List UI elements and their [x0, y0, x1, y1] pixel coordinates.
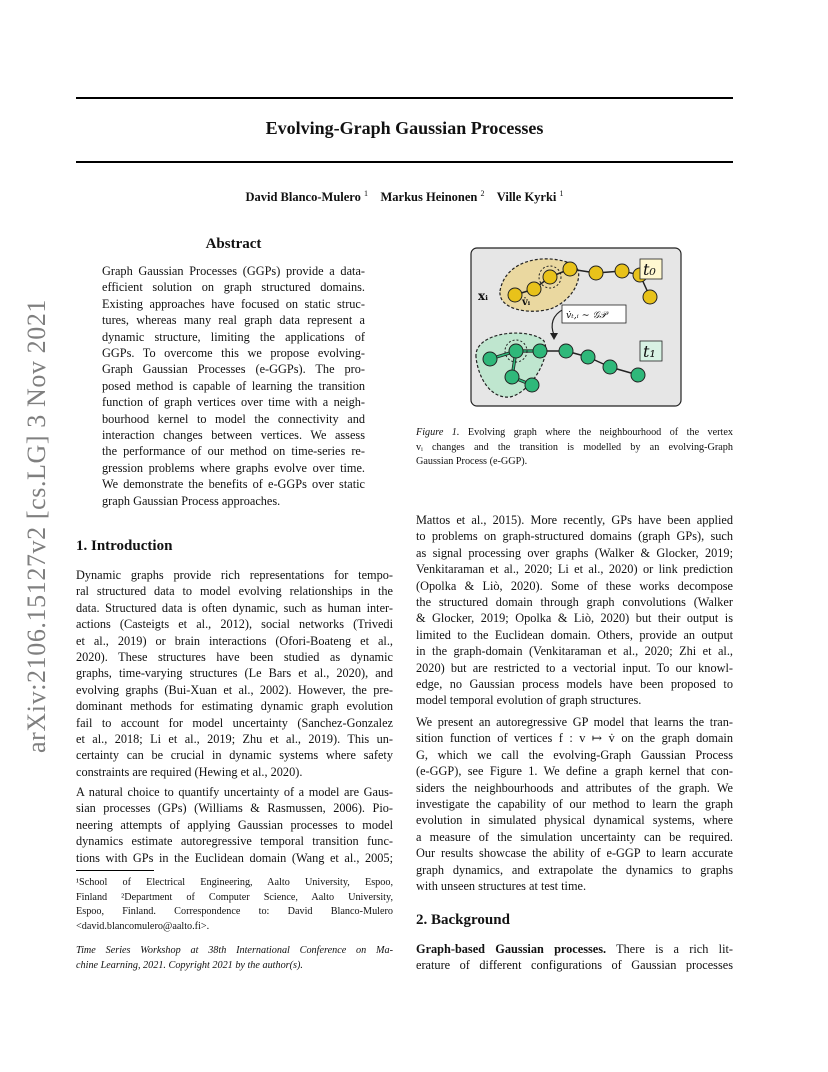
body-line: Dynamic graphs provide rich representations for tempo-	[76, 568, 393, 582]
body-line: & Glocker, 2019; Opolka & Liò, 2020) but their output is	[416, 611, 733, 626]
body-line: certainty can be crucial in dynamic systems where safety	[76, 748, 393, 763]
body-line: graph dynamics, and extrapolate the dynamics to graphs	[416, 862, 733, 877]
body-line: evolving graphs (Bui-Xuan et al., 2002). However, the pre-	[76, 682, 393, 697]
abstract-line: the performance of our method on time-series re-	[102, 444, 365, 459]
author-affiliation: 1	[364, 189, 368, 198]
body-text: There is a rich lit-	[606, 942, 733, 956]
body-line: graphs, time-varying structures (Le Bars et al., 2020), and	[76, 666, 393, 681]
footnote-rule	[76, 870, 154, 871]
body-line	[416, 941, 733, 957]
affiliation-footnote	[76, 876, 393, 934]
body-line: G, which we call the evolving-Graph Gaussian Process	[416, 747, 733, 762]
body-line: tions with GPs in the Euclidean domain (Wang et al., 2005;	[76, 850, 393, 865]
body-line: to problems on graph-structured domains (graph GPs), such	[416, 529, 733, 544]
vertex-v-label: v̇ᵢ	[522, 297, 531, 308]
abstract-line: tures, whereas many real graph data represent a	[102, 313, 365, 328]
body-line: actions (Casteigts et al., 2012), social networks (Trivedi	[76, 617, 393, 632]
abstract-line: graph Gaussian Process approaches.	[102, 493, 281, 508]
abstract-line: posed method is capable of learning the transition	[102, 378, 365, 393]
body-line: sian processes (GPs) (Williams & Rasmussen, 2006). Pio-	[76, 801, 393, 816]
body-line: sition function of vertices f : v ↦ v̇ on the graph domain	[416, 731, 733, 746]
author-affiliation: 1	[559, 189, 564, 198]
body-line: model temporal evolution of graph structures.	[416, 693, 642, 708]
caption-text: Evolving graph where the neighbourhood of the vertex	[459, 427, 733, 438]
abstract-line: bourhood kernel to model the connectivity and	[102, 411, 365, 426]
abstract-line: GGPs. To overcome this we propose evolving-	[102, 346, 365, 361]
workshop-note	[76, 944, 393, 973]
paper-title: Evolving-Graph Gaussian Processes	[265, 118, 544, 138]
gp-label: v̇ₜ,ᵢ ∼ 𝒢𝒫	[566, 310, 607, 321]
body-line: (Opolka & Liò, 2020). Some of these works decompose	[416, 578, 733, 593]
author-name: Ville Kyrki	[496, 190, 557, 205]
section-heading-background: 2. Background	[416, 912, 510, 928]
body-line: Venkitaraman et al., 2020; Li et al., 2020) or link prediction	[416, 562, 733, 577]
abstract-line: interaction changes between vertices. We assess	[102, 428, 365, 443]
body-line: as signal processing over graphs (Walker & Glocker, 2019;	[416, 545, 733, 560]
body-line: constraints are required (Hewing et al., 2020).	[76, 764, 303, 779]
body-line: Our results showcase the ability of e-GGP to learn accurate	[416, 846, 733, 861]
workshop-line: chine Learning, 2021. Copyright 2021 by the author(s).	[76, 959, 303, 971]
body-line: evolution in simulated physical dynamical systems, where	[416, 813, 733, 828]
t0-label: t₀	[643, 260, 656, 279]
right-paragraph-2	[416, 714, 733, 894]
body-line: We present an autoregressive GP model that learns the tran-	[416, 715, 733, 729]
abstract-line: Graph Gaussian Processes (e-GGPs). The pro-	[102, 362, 365, 377]
author-list	[76, 189, 733, 205]
abstract-line: function of graph vertices over time with a neigh-	[102, 395, 365, 410]
figure-1-diagram	[470, 247, 682, 407]
abstract-line: gression problems where graphs evolve over time.	[102, 460, 365, 475]
title-rule-bottom	[76, 161, 733, 163]
body-line: neering attempts of applying Gaussian processes to model	[76, 817, 393, 832]
footnote-line: Finland ²Department of Computer Science, Aalto University,	[76, 891, 393, 903]
footnote-line: <david.blancomulero@aalto.fi>.	[76, 920, 210, 932]
body-line: 2020) but are restricted to a vectorial input. To our knowl-	[416, 660, 733, 675]
section-heading-introduction: 1. Introduction	[76, 538, 173, 554]
body-line: (e-GGP), see Figure 1. We define a graph kernel that con-	[416, 764, 733, 779]
body-line: dominant methods for estimating dynamic graph evolution	[76, 699, 393, 714]
vertex-x-label: xᵢ	[478, 289, 489, 303]
arxiv-stamp: arXiv:2106.15127v2 [cs.LG] 3 Nov 2021	[22, 298, 51, 753]
run-in-heading: Graph-based Gaussian processes.	[416, 942, 607, 956]
author-affiliation: 2	[480, 189, 485, 198]
abstract-line: efficient solution on graph structured domains.	[102, 280, 365, 295]
footnote-line: Espoo, Finland. Correspondence to: David Blanco-Mulero	[76, 906, 393, 918]
body-line: dynamics estimate autoregressive temporal transition func-	[76, 834, 393, 849]
abstract-body	[102, 263, 365, 509]
body-line: limited to the Euclidean domain. Others, provide an output	[416, 627, 733, 642]
body-line: 2020). These structures have been studied as dynamic	[76, 650, 393, 665]
body-line: a measure of the simulation uncertainty can be required.	[416, 829, 733, 844]
caption-line: vᵢ changes and the transition is modelled by an evolving-Graph	[416, 441, 733, 453]
abstract-line: We demonstrate the benefits of e-GGPs over static	[102, 477, 365, 492]
body-line: with unseen structures at test time.	[416, 879, 587, 894]
author-name: Markus Heinonen	[380, 190, 478, 205]
right-paragraph-1	[416, 512, 733, 709]
body-line: edge, no Gaussian process models have been proposed to	[416, 677, 733, 692]
intro-paragraph-1	[76, 567, 393, 780]
body-line: ral structured data to model evolving relationships in the	[76, 584, 393, 599]
abstract-line: Existing approaches have focused on static struc-	[102, 296, 365, 311]
body-line: erature of different configurations of Gaussian processes	[416, 958, 733, 973]
caption-label: Figure 1.	[416, 427, 460, 438]
intro-paragraph-2	[76, 784, 393, 866]
abstract-line: dynamic structure, limiting the applications of	[102, 329, 365, 344]
body-line: et al., 2019) or brain interactions (Ofori-Boateng et al.,	[76, 633, 393, 648]
abstract-heading: Abstract	[205, 236, 262, 252]
body-line: Mattos et al., 2015). More recently, GPs have been applied	[416, 513, 733, 527]
body-line: siders the neighbourhoods and attributes of the graph. We	[416, 780, 733, 795]
figure-1-caption	[416, 426, 733, 470]
caption-line: Gaussian Process (e-GGP).	[416, 456, 528, 468]
body-line: et al., 2018; Li et al., 2019; Zhu et al., 2019). This un-	[76, 732, 393, 747]
t1-label: t₁	[643, 342, 656, 361]
body-line: data. Structured data is often dynamic, such as human inter-	[76, 600, 393, 615]
title-rule-top	[76, 97, 733, 99]
workshop-line: Time Series Workshop at 38th International Conference on Ma-	[76, 945, 393, 956]
caption-line	[416, 426, 733, 441]
body-line: the structured domain through graph convolutions (Walker	[416, 595, 733, 610]
body-line: in the graph-domain (Venkitaraman et al., 2020; Zhi et al.,	[416, 644, 733, 659]
footnote-line: ¹School of Electrical Engineering, Aalto University, Espoo,	[76, 877, 393, 888]
background-paragraph	[416, 941, 733, 974]
body-line: A natural choice to quantify uncertainty of a model are Gaus-	[76, 785, 393, 799]
body-line: investigate the capability of our method to learn the graph	[416, 797, 733, 812]
body-line: fail to account for model uncertainty (Sanchez-Gonzalez	[76, 715, 393, 730]
author-name: David Blanco-Mulero	[245, 190, 361, 205]
abstract-line: Graph Gaussian Processes (GGPs) provide a data-	[102, 264, 365, 278]
